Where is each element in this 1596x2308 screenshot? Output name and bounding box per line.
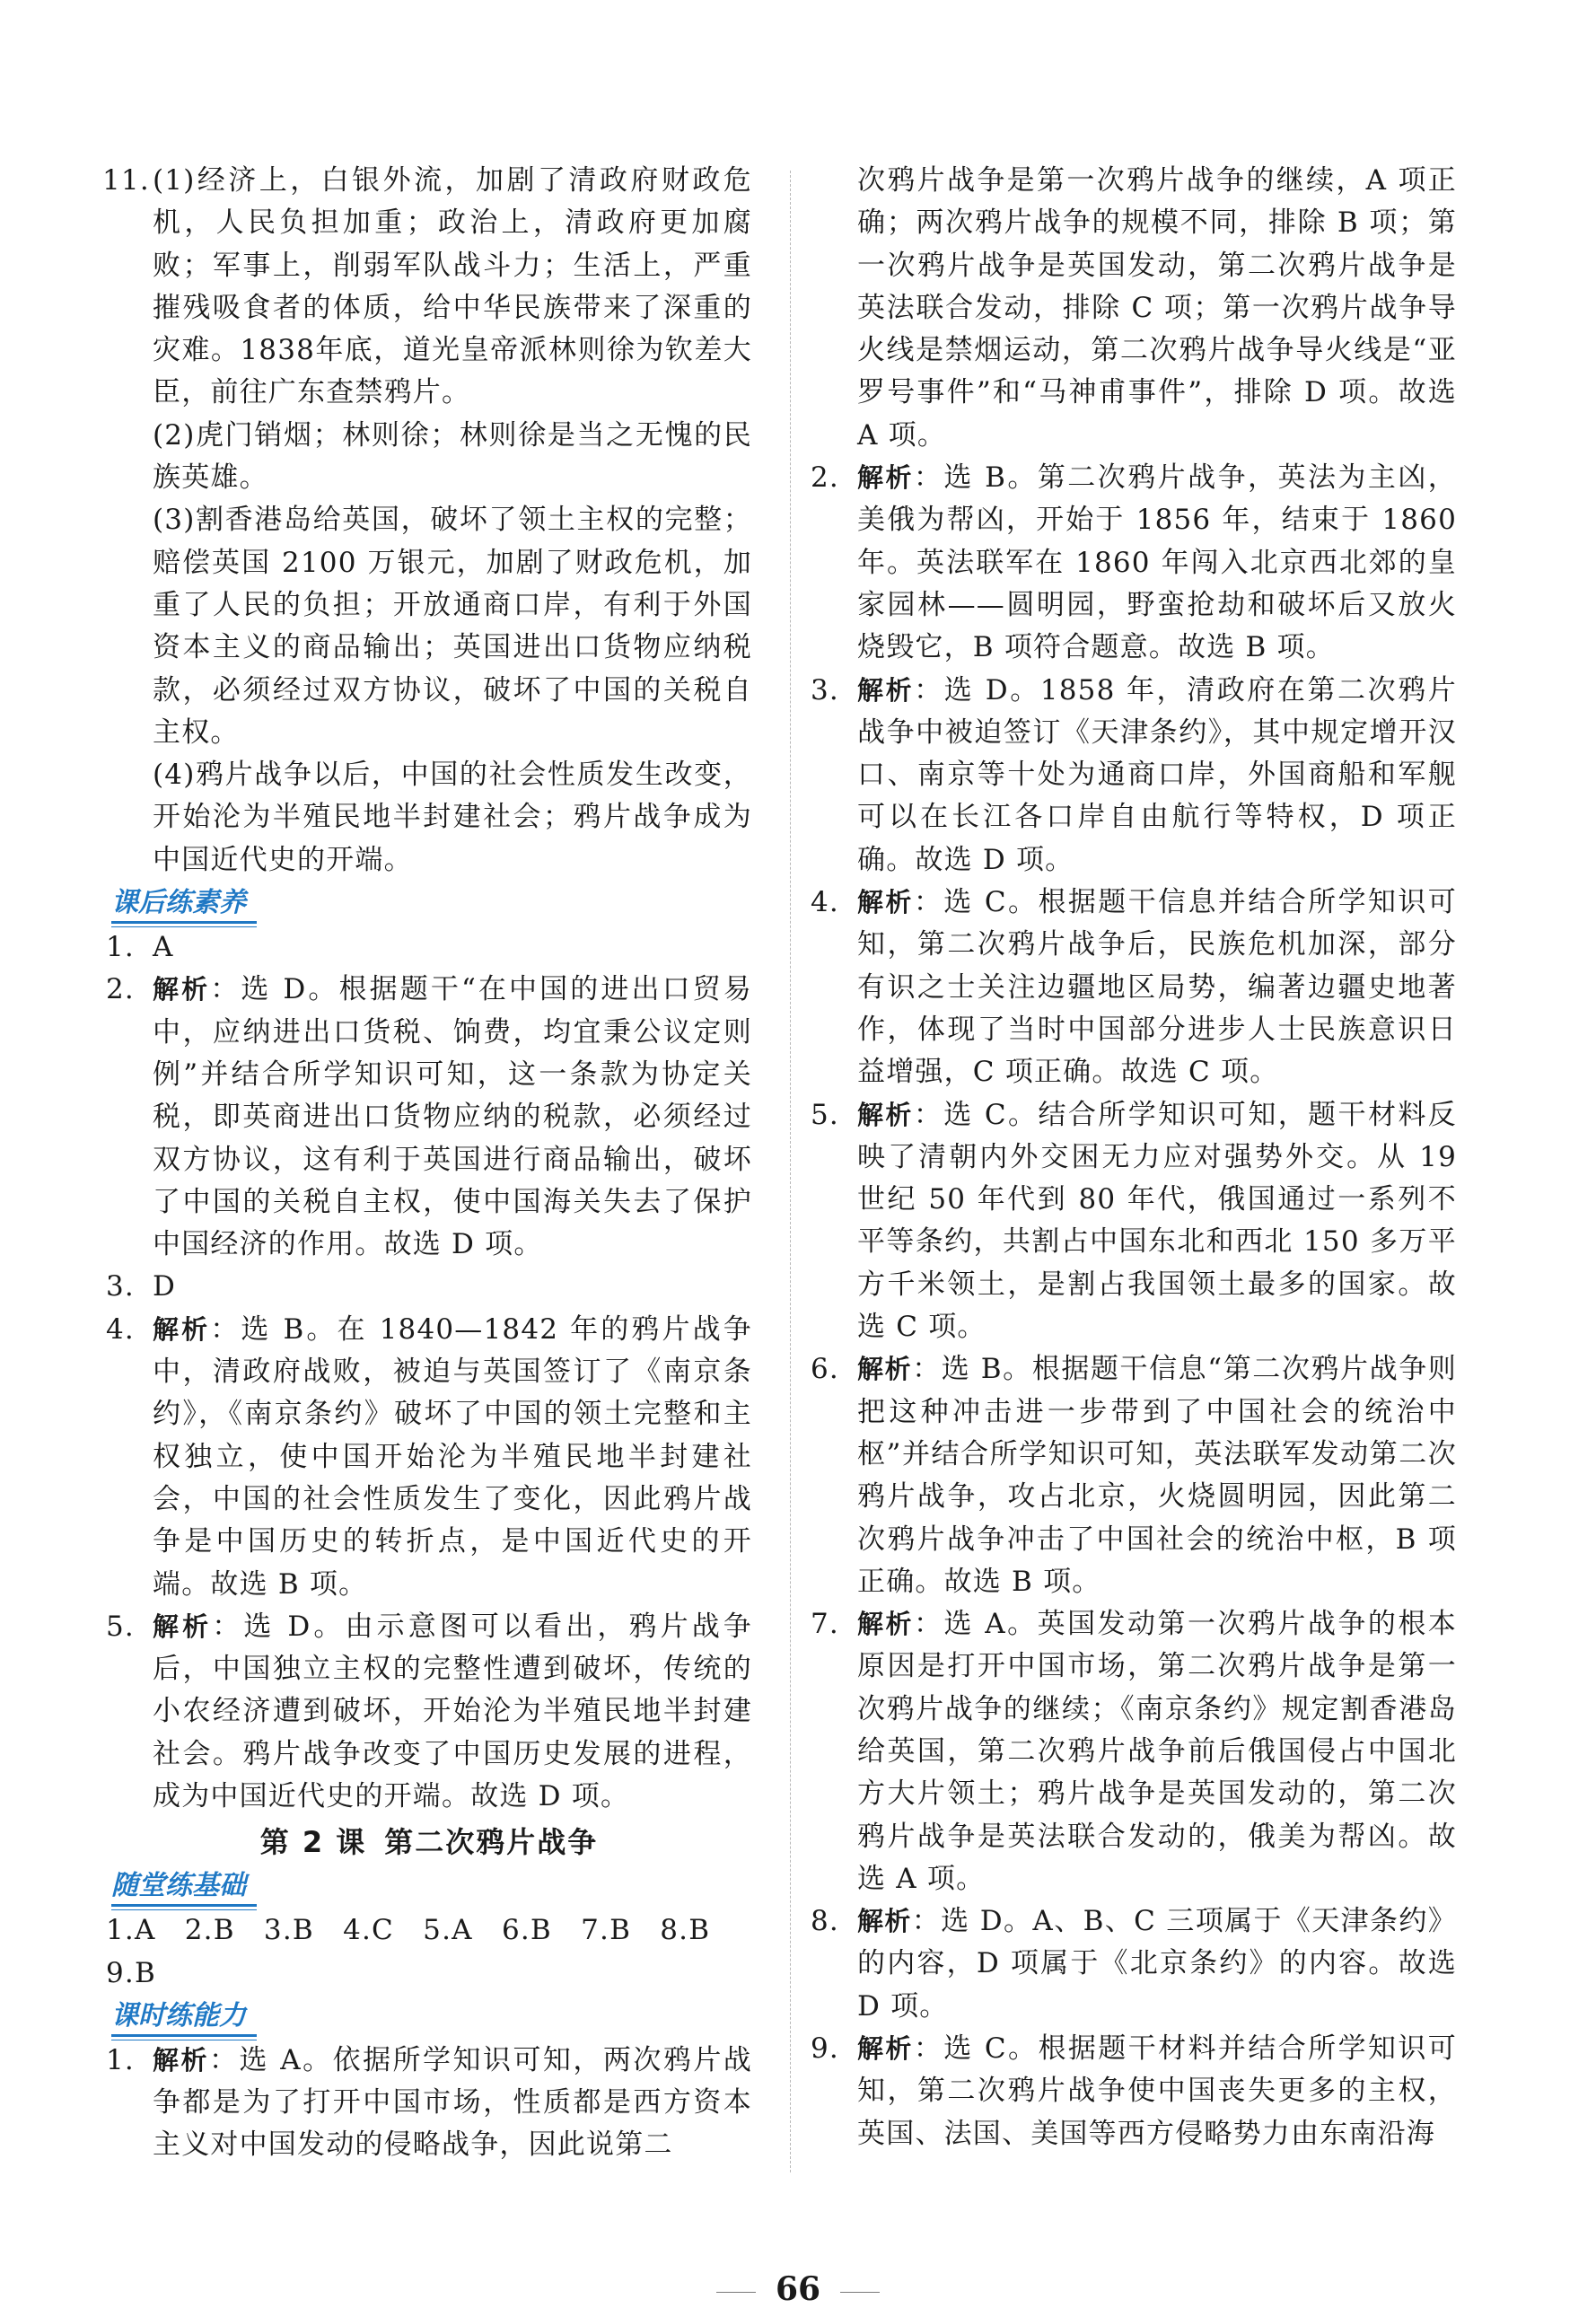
item-number: 5. [811, 1098, 839, 1131]
answer-item [106, 2040, 752, 2167]
answer-item [811, 2028, 1457, 2155]
analysis-label: 解析 [857, 674, 915, 706]
analysis-label: 解析 [153, 1313, 211, 1345]
answer-11-part-1: (1)经济上，白银外流，加剧了清政府财政危机，人民负担加重；政治上，清政府更加腐败；军事上，削弱军队战斗力；生活上，严重摧残吸食者的体质，给中华民族带来了深重的灾难。1838年底，道光皇帝派林则徐为钦差大臣，前往广东查禁鸦片。 [153, 164, 752, 409]
item-number: 3. [811, 673, 839, 706]
page-footer [0, 2271, 1596, 2307]
answer-item [811, 457, 1457, 669]
item-number: 3. [106, 1270, 135, 1303]
answer-text: ：选 A。英国发动第一次鸦片战争的根本原因是打开中国市场，第二次鸦片战争是第一次鸦片战争的继续；《南京条约》规定割香港岛给英国，第二次鸦片战争前后俄国侵占中国北方大片领土；鸦片战争是英国发动的，第二次鸦片战争是英法联合发动的，俄美为帮凶。故选 A 项。 [857, 1608, 1458, 1895]
answer-item [811, 882, 1457, 1093]
answer-text: ：选 B。在 1840—1842 年的鸦片战争中，清政府战败，被迫与英国签订了《南京条约》，《南京条约》破坏了中国的领土完整和主权独立，使中国开始沦为半殖民地半封建社会，中国的社会性质发生了变化，因此鸦片战争是中国历史的转折点，是中国近代史的开端。故选 B 项。 [153, 1312, 752, 1601]
answer-text: ：选 D。A、B、C 三项属于《天津条约》的内容，D 项属于《北京条约》的内容。故选 D 项。 [857, 1905, 1457, 2023]
answer-item [811, 670, 1457, 882]
analysis-label: 解析 [857, 1609, 914, 1640]
analysis-label: 解析 [153, 974, 211, 1005]
answer-text: ：选 B。根据题干信息“第二次鸦片战争则把这种冲击进一步带到了中国社会的统治中枢”并结合所学知识可知，英法联军发动第二次鸦片战争，攻占北京，火烧圆明园，因此第二次鸦片战争冲击了中国社会的统治中枢，B 项正确。故选 B 项。 [857, 1353, 1458, 1598]
answer-11-part-3: (3)割香港岛给英国，破坏了领土主权的完整；赔偿英国 2100 万银元，加剧了财政危机，加重了人民的负担；开放通商口岸，有利于外国资本主义的商品输出；英国进出口货物应纳税款，必须经过双方协议，破坏了中国的关税自主权。 [153, 504, 752, 749]
item-number: 5. [106, 1610, 135, 1643]
item-number: 1. [106, 2043, 135, 2076]
answer-key-line: 9.B [106, 1956, 156, 1989]
item-number: 4. [106, 1312, 135, 1346]
answer-item [106, 926, 752, 969]
answer-text: ：选 A。依据所学知识可知，两次鸦片战争都是为了打开中国市场，性质都是西方资本主义对中国发动的侵略战争，因此说第二 [153, 2043, 753, 2162]
item-number: 4. [811, 886, 839, 919]
lesson-number: 第 2 课 [259, 1825, 367, 1860]
answer-item [106, 1309, 752, 1606]
item-number: 2. [811, 461, 839, 495]
column-divider [790, 171, 791, 2172]
answer-item-11 [102, 160, 752, 882]
answer-text: ：选 D。由示意图可以看出，鸦片战争后，中国独立主权的完整性遭到破坏，传统的小农经济遭到破坏，开始沦为半殖民地半封建社会。鸦片战争改变了中国历史发展的进程，成为中国近代史的开端。故选 D 项。 [153, 1610, 753, 1812]
left-column [102, 160, 753, 2167]
right-column [811, 160, 1457, 2155]
analysis-label: 解析 [857, 2033, 914, 2065]
answer-item [811, 1900, 1457, 2028]
analysis-label: 解析 [857, 1906, 912, 1937]
item-number: 9. [811, 2032, 839, 2066]
analysis-label: 解析 [857, 1099, 914, 1130]
answer-item [106, 969, 752, 1266]
answer-11-part-2: (2)虎门销烟；林则徐；林则徐是当之无愧的民族英雄。 [153, 418, 752, 495]
item-number: 2. [106, 973, 135, 1006]
answer-text: D [153, 1270, 177, 1303]
answer-continuation: 次鸦片战争是第一次鸦片战争的继续，A 项正确；两次鸦片战争的规模不同，排除 B 项；第一次鸦片战争是英国发动，第二次鸦片战争是英法联合发动，排除 C 项；第一次鸦片战争导火线是禁烟运动，第二次鸦片战争导火线是“亚罗号事件”和“马神甫事件”，排除 D 项。故选 A 项。 [857, 164, 1457, 452]
page-number: 66 [775, 2270, 821, 2308]
lesson-name: 第二次鸦片战争 [384, 1825, 599, 1860]
analysis-label: 解析 [857, 1354, 913, 1385]
section-heading-after-class: 课后练素养 [111, 885, 257, 924]
answer-item [106, 1266, 752, 1308]
answer-item [811, 1603, 1457, 1900]
answer-text: ：选 C。结合所学知识可知，题干材料反映了清朝内外交困无力应对强势外交。从 19 世纪 50 年代到 80 年代，俄国通过一系列不平等条约，共割占中国东北和西北 150 多万平方千米领土，是割占我国领土最多的国家。故选 C 项。 [857, 1098, 1457, 1344]
answer-key-line: 1.A 2.B 3.B 4.C 5.A 6.B 7.B 8.B [106, 1914, 711, 1947]
section-heading-ability: 课时练能力 [111, 1998, 257, 2037]
item-number: 8. [811, 1905, 839, 1938]
analysis-label: 解析 [857, 462, 914, 494]
analysis-label: 解析 [153, 1610, 213, 1642]
item-number: 7. [811, 1608, 839, 1641]
item-number: 1. [106, 931, 135, 964]
answer-item [106, 1606, 752, 1818]
answer-item [811, 1348, 1457, 1603]
answer-item [811, 1094, 1457, 1349]
answer-text: ：选 B。第二次鸦片战争，英法为主凶，美俄为帮凶，开始于 1856 年，结束于 1860 年。英法联军在 1860 年闯入北京西北郊的皇家园林——圆明园，野蛮抢劫和破坏后又放火烧毁它，B 项符合题意。故选 B 项。 [857, 461, 1457, 664]
analysis-label: 解析 [857, 887, 914, 918]
answer-text: ：选 D。1858 年，清政府在第二次鸦片战争中被迫签订《天津条约》，其中规定增开汉口、南京等十处为通商口岸，外国商船和军舰可以在长江各口岸自由航行等特权，D 项正确。故选 D 项。 [857, 673, 1457, 876]
answer-text: ：选 D。根据题干“在中国的进出口贸易中，应纳进出口货税、饷费，均宜秉公议定则例”并结合所学知识可知，这一条款为协定关税，即英商进出口货物应纳的税款，必须经过双方协议，这有利于英国进行商品输出，破坏了中国的关税自主权，使中国海关失去了保护中国经济的作用。故选 D 项。 [153, 973, 753, 1261]
item-number: 11. [102, 164, 150, 197]
lesson-title [106, 1820, 752, 1865]
answer-text: ：选 C。根据题干材料并结合所学知识可知，第二次鸦片战争使中国丧失更多的主权，英国、法国、美国等西方侵略势力由东南沿海 [857, 2032, 1457, 2150]
answer-text: A [153, 931, 174, 964]
analysis-label: 解析 [153, 2044, 209, 2075]
answer-11-part-4: (4)鸦片战争以后，中国的社会性质发生改变，开始沦为半殖民地半封建社会；鸦片战争成为中国近代史的开端。 [153, 759, 752, 876]
answer-text: ：选 C。根据题干信息并结合所学知识可知，第二次鸦片战争后，民族危机加深，部分有识之士关注边疆地区局势，编著边疆史地著作，体现了当时中国部分进步人士民族意识日益增强，C 项正确。故选 C 项。 [857, 886, 1457, 1089]
section-heading-in-class: 随堂练基础 [111, 1868, 257, 1907]
item-number: 6. [811, 1353, 839, 1386]
